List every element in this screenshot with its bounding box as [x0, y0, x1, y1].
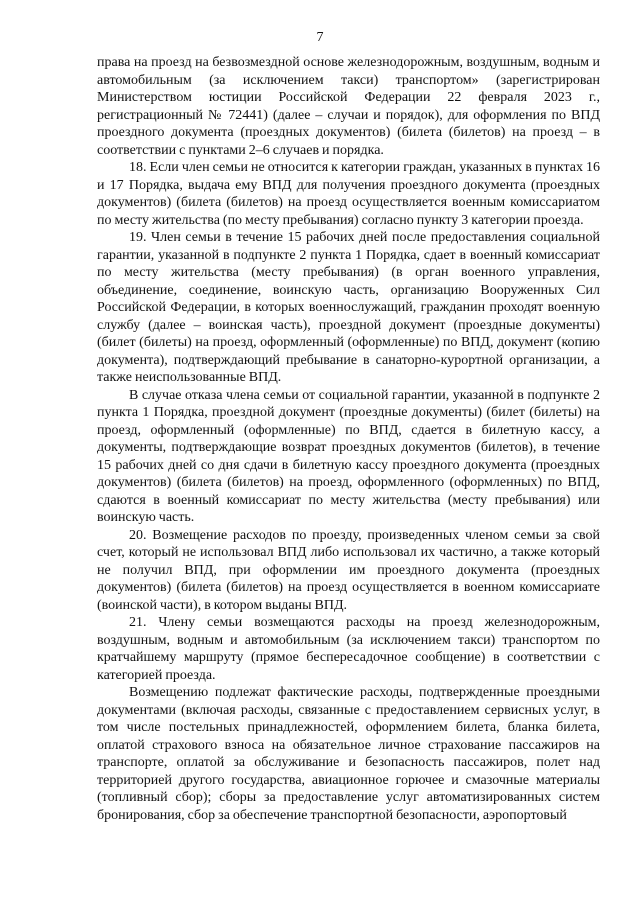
paragraph-6: 21. Члену семьи возмещаются расходы на проезд железнодорожным, воздушным, водным и автомобильным (за исключением такси) транспортом по кратчайшему маршруту (прямое беспересадочное сообщение) в соответствии с категорией проезда.	[97, 615, 600, 683]
paragraph-1: права на проезд на безвозмездной основе железнодорожным, воздушным, водным и автомобильным (за исключением такси) транспортом» (зарегистрирован Министерством юстиции Российской Федерации 22 февраля 2023 г., регистрационный № 72441) (далее – случаи и порядок), для оформления по ВПД проездного документа (проездных документов) (билета (билетов) на проезд – в соответствии с пунктами 2–6 случаев и порядка.	[97, 55, 600, 158]
document-body	[97, 54, 600, 824]
paragraph-2: 18. Если член семьи не относится к категории граждан, указанных в пунктах 16 и 17 Порядка, выдача ему ВПД для получения проездного документа (проездных документов) (билета (билетов) на проезд осуществляется военным комиссариатом по месту жительства (по месту пребывания) согласно пункту 3 категории проезда.	[97, 160, 600, 228]
paragraph-4: В случае отказа члена семьи от социальной гарантии, указанной в подпункте 2 пункта 1 Порядка, проездной документ (проездные документы) (билет (билеты) на проезд, оформленный (оформленные) по ВПД, сдается в билетную кассу, а документы, подтверждающие возврат проездных документов (билетов), в течение 15 рабочих дней со дня сдачи в билетную кассу проездного документа (проездных документов) (билета (билетов) на проезд, оформленного (оформленных) по ВПД, сдаются в военный комиссариат по месту жительства (месту пребывания) или воинскую часть.	[97, 387, 600, 525]
paragraph-3: 19. Член семьи в течение 15 рабочих дней после предоставления социальной гарантии, указанной в подпункте 2 пункта 1 Порядка, сдает в военный комиссариат по месту жительства (месту пребывания) (в орган военного управления, объединение, соединение, воинскую часть, организацию Вооруженных Сил Российской Федерации, в которых военнослужащий, гражданин проходят военную службу (далее – воинская часть), проездной документ (проездные документы) (билет (билеты) на проезд, оформленный (оформленные) по ВПД, документ (копию документа), подтверждающий пребывание в санаторно-курортной организации, а также неиспользованные ВПД.	[97, 230, 600, 385]
page-number: 7	[316, 30, 324, 45]
paragraph-5: 20. Возмещение расходов по проезду, произведенных членом семьи за свой счет, который не использовал ВПД либо использовал их частично, а также который не получил ВПД, при оформлении им проездного документа (проездных документов) (билета (билетов) на проезд осуществляется в военном комиссариате (воинской части), в котором выданы ВПД.	[97, 527, 600, 613]
paragraph-7: Возмещению подлежат фактические расходы, подтвержденные проездными документами (включая расходы, связанные с предоставлением сервисных услуг, в том числе постельных принадлежностей, оформлением билета, бланка билета, оплатой страхового взноса на обязательное личное страхование пассажиров на транспорте, оплатой за обслуживание и безопасность пассажиров, полет над территорией другого государства, авиационное горючее и смазочные материалы (топливный сбор); сборы за предоставление услуг автоматизированных систем бронирования, сбор за обеспечение транспортной безопасности, аэропортовый	[97, 685, 600, 823]
